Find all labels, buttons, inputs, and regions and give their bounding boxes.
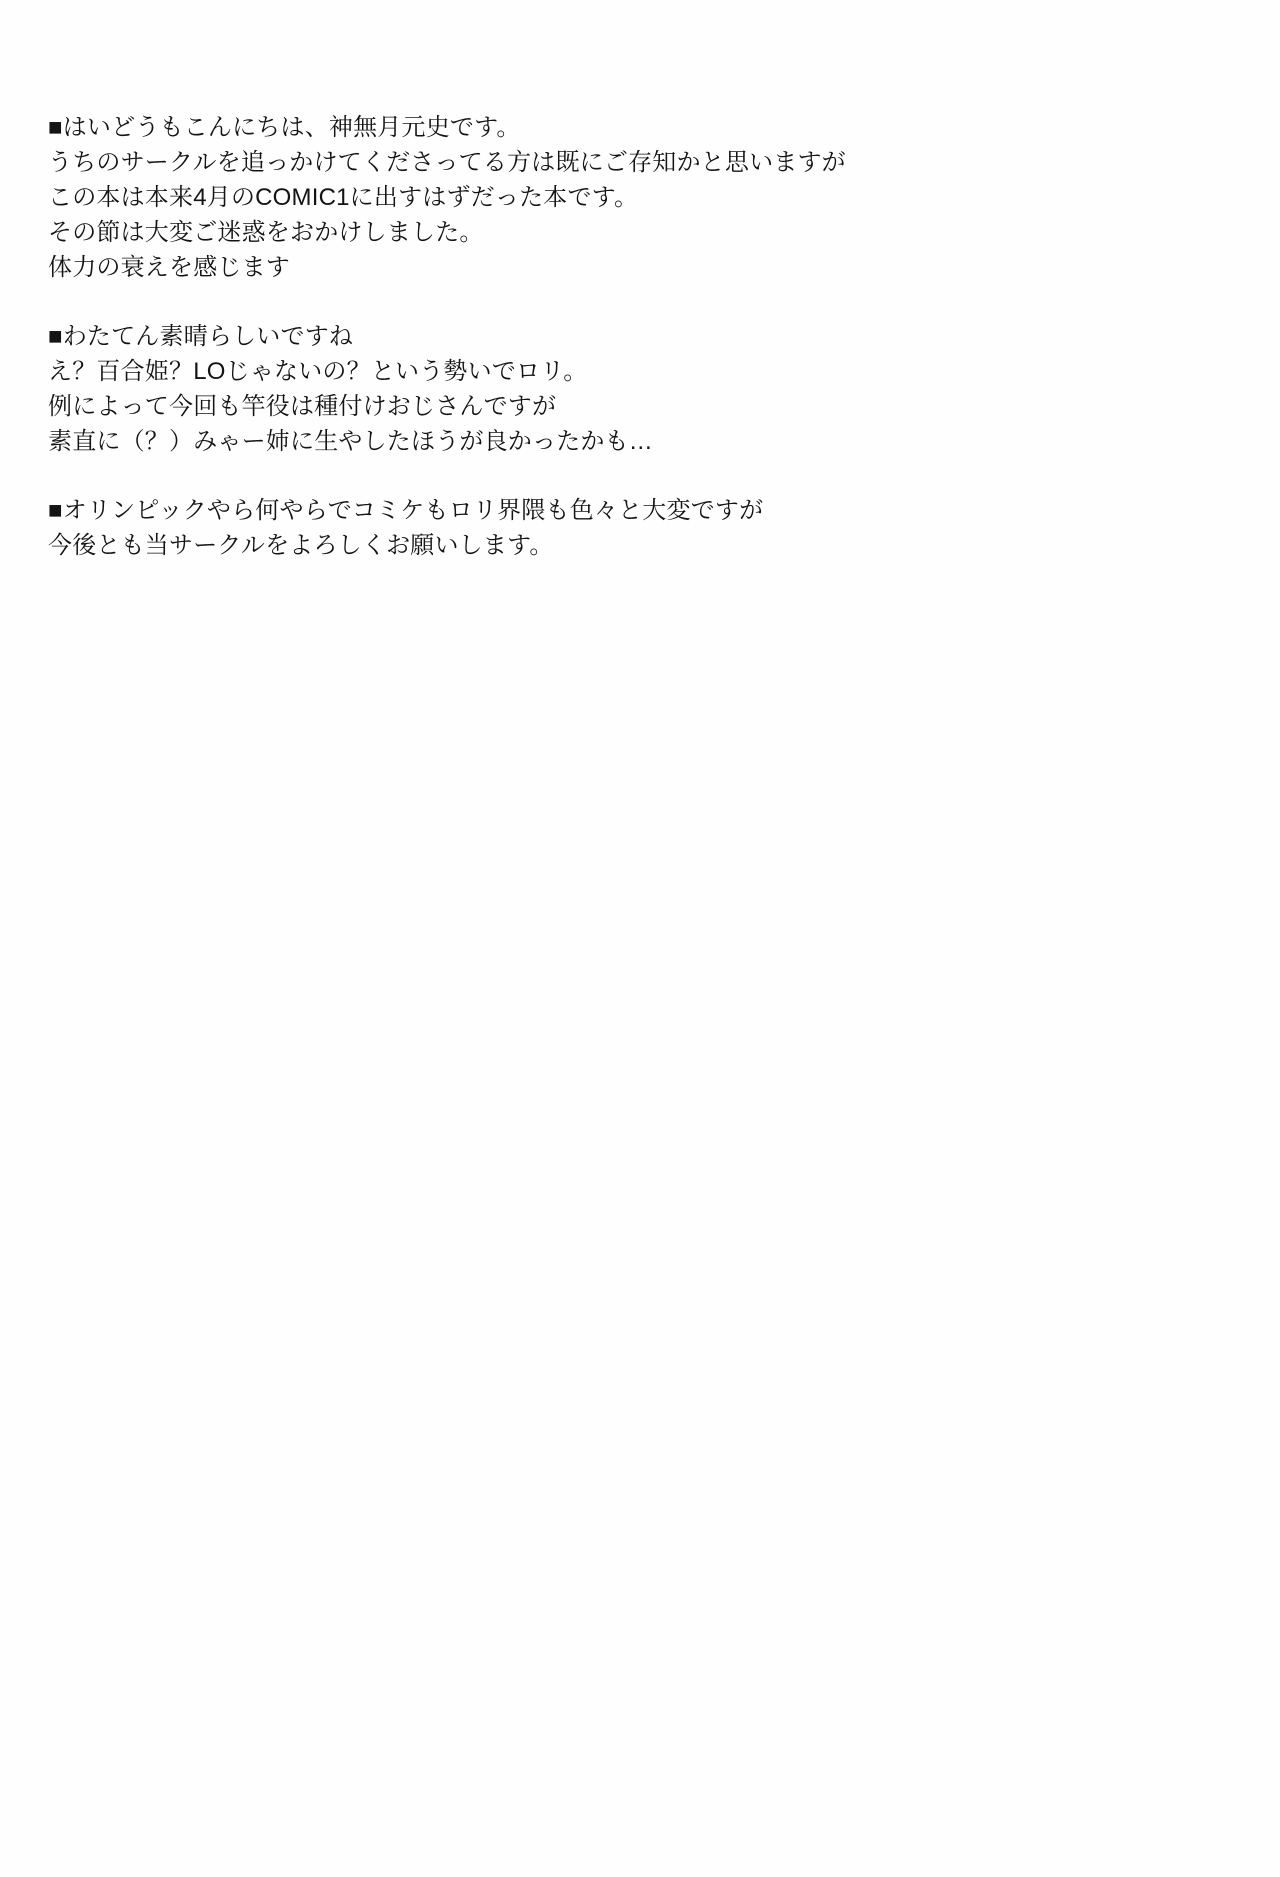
text-line: 体力の衰えを感じます [48, 254, 290, 281]
paragraph-greeting [48, 110, 1048, 285]
text-line: ■はいどうもこんにちは、神無月元史です。 [48, 114, 521, 141]
text-line: この本は本来4月のCOMIC1に出すはずだった本です。 [48, 184, 639, 211]
paragraph-closing [48, 493, 1048, 563]
text-line: 素直に（？）みゃー姉に生やしたほうが良かったかも… [48, 428, 653, 455]
text-line: え？百合姫？LOじゃないの？という勢いでロリ。 [48, 358, 588, 385]
text-line: ■オリンピックやら何やらでコミケもロリ界隈も色々と大変ですが [48, 497, 764, 524]
text-line: その節は大変ご迷惑をおかけしました。 [48, 219, 484, 246]
text-line: うちのサークルを追っかけてくださってる方は既にご存知かと思いますが [48, 149, 846, 176]
afterword-text-block [48, 110, 1048, 563]
text-line: 今後とも当サークルをよろしくお願いします。 [48, 532, 554, 559]
text-line: 例によって今回も竿役は種付けおじさんですが [48, 393, 557, 420]
text-line: ■わたてん素晴らしいですね [48, 323, 354, 350]
paragraph-watashi-ten [48, 319, 1048, 459]
